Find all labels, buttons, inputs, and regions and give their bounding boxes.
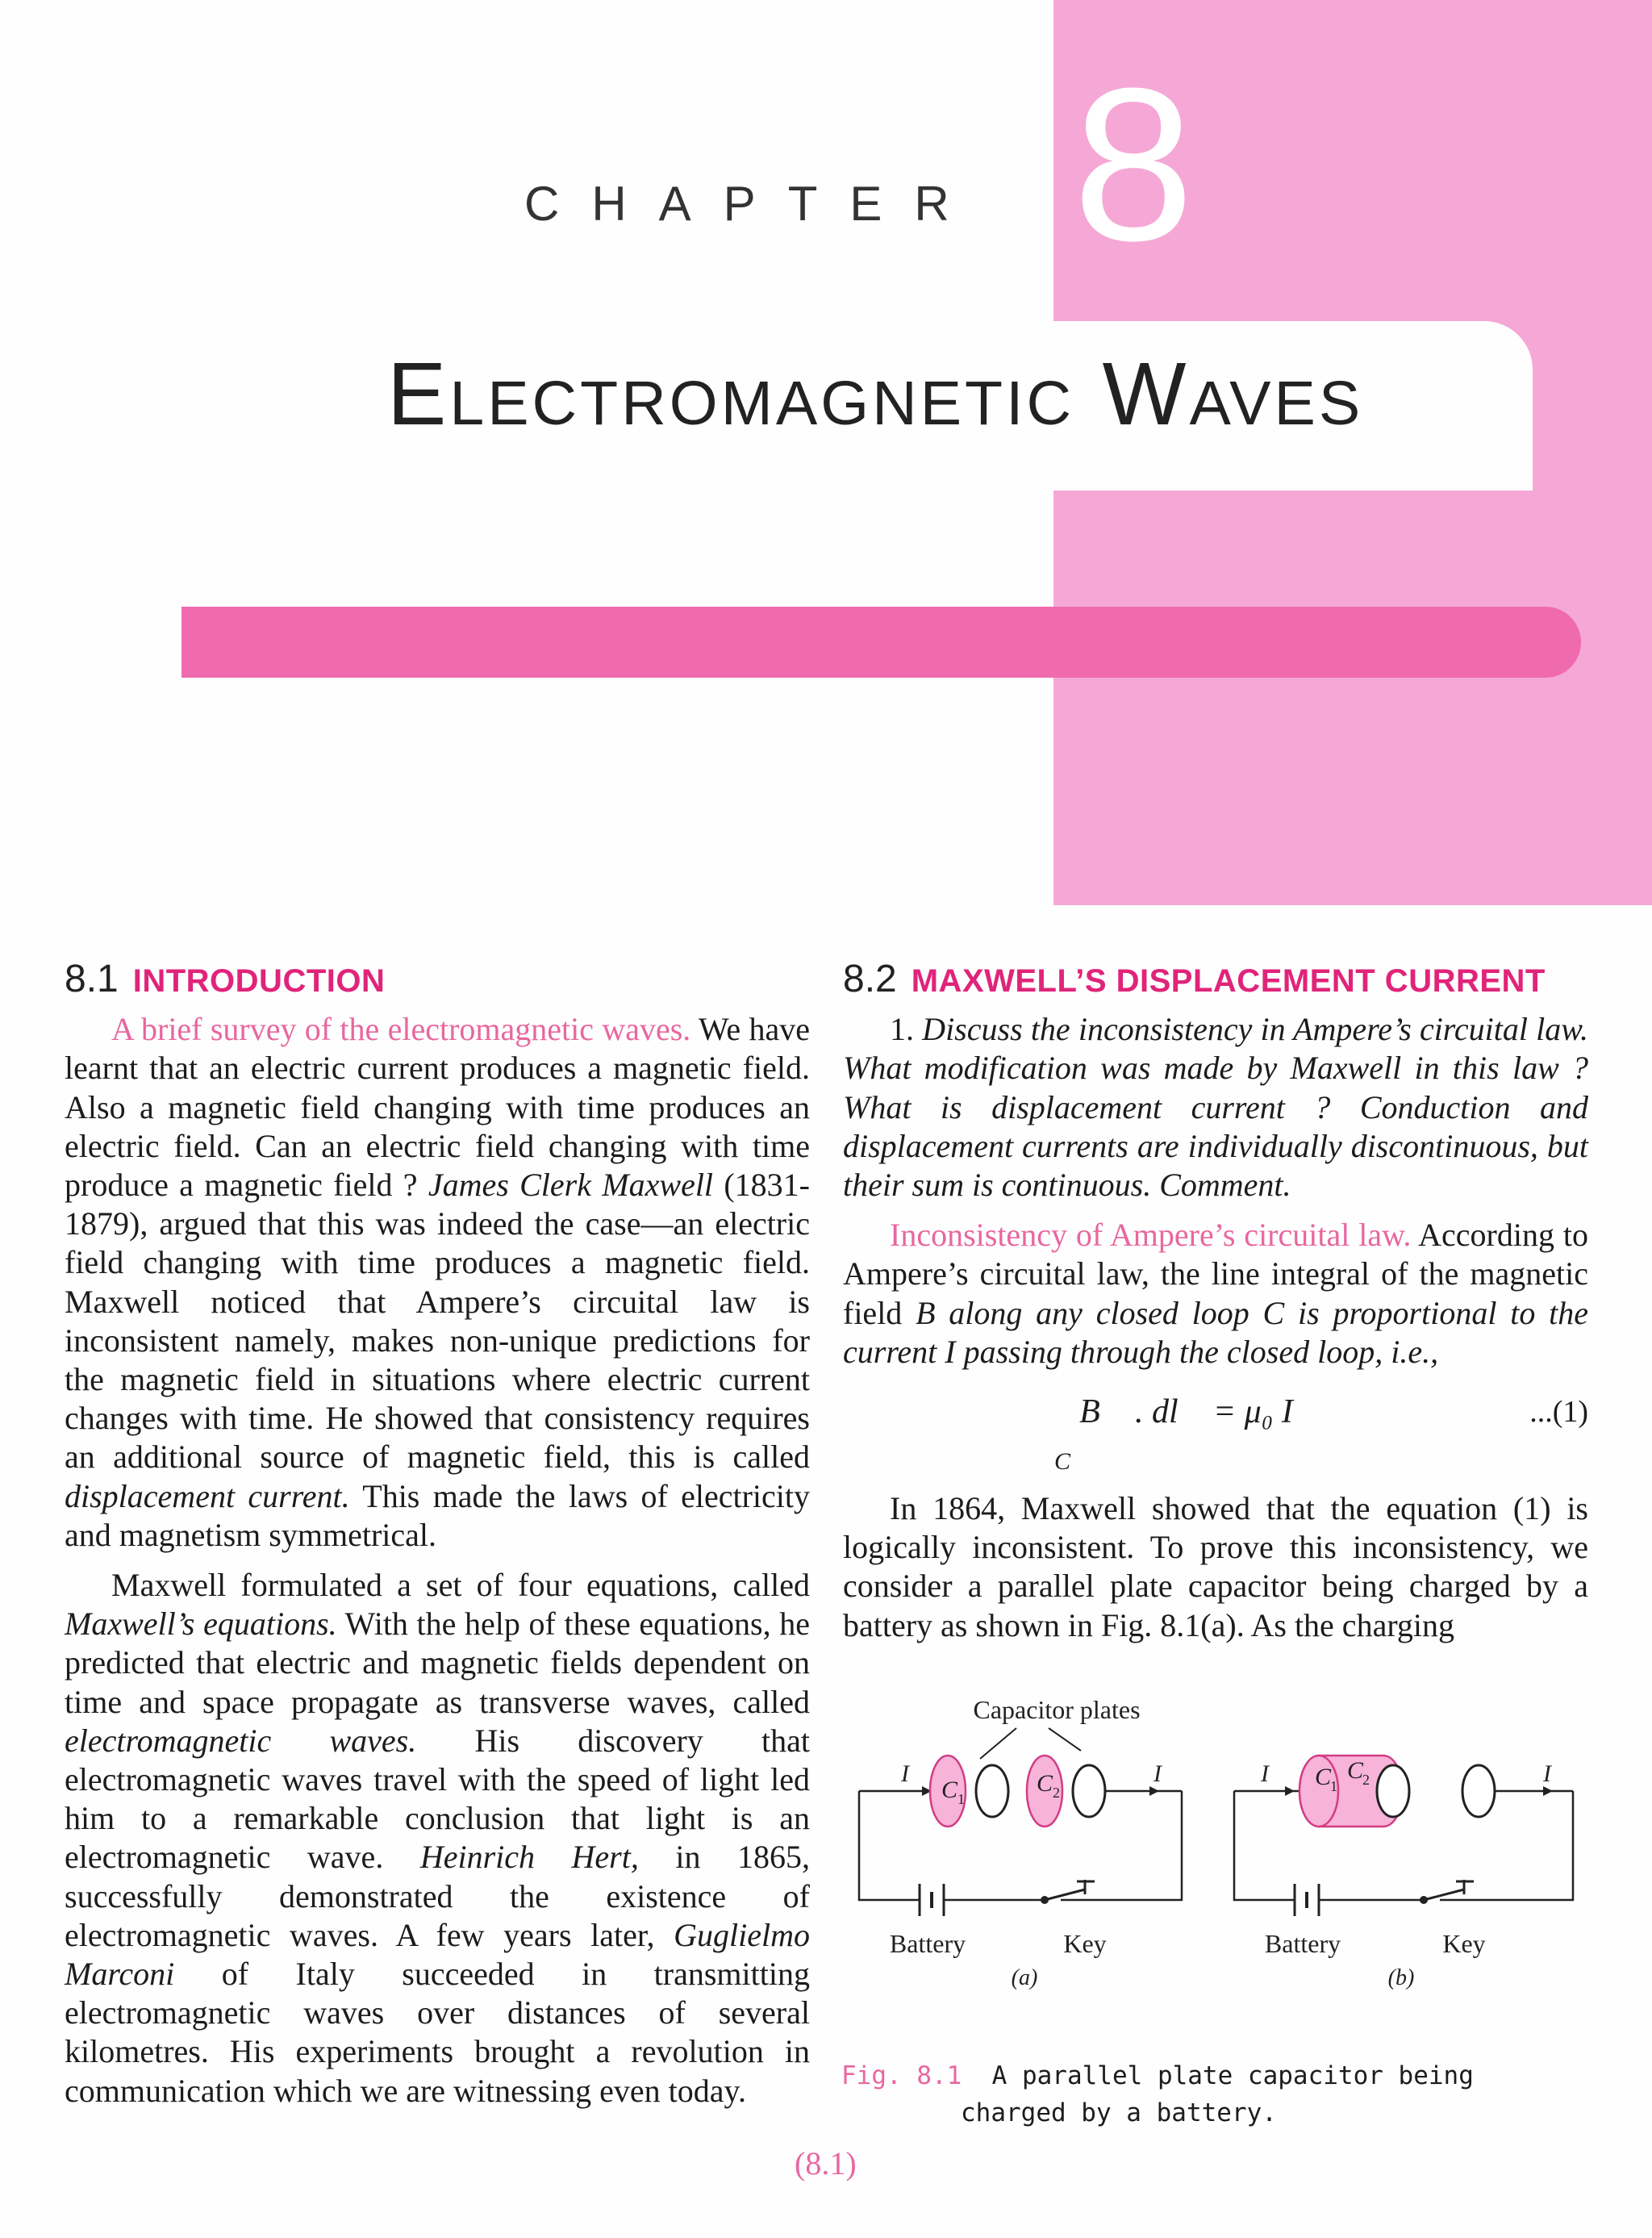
battery-label: Battery (889, 1929, 966, 1958)
current-label: I (901, 1760, 909, 1787)
figure-caption (841, 2057, 1474, 2132)
section-title: INTRODUCTION (132, 963, 386, 999)
ampere-paragraph: Inconsistency of Ampere’s circuital law. According to Ampere’s circuital law, the line integral of the magnetic field B along any closed loop C is proportional to the current I passing through the closed loop, i.e., (843, 1217, 1588, 1370)
capacitor-figure (843, 1694, 1593, 2033)
label-c2-sub: 2 (1362, 1772, 1370, 1788)
plates-pointer (1049, 1728, 1081, 1751)
circuit-wire (1440, 1791, 1573, 1900)
current-arrow (1285, 1786, 1295, 1796)
section-heading-displacement (843, 960, 1588, 1000)
maxwell-paragraph: In 1864, Maxwell showed that the equation (1) is logically inconsistent. To prove this inconsistency, we consider a parallel plate capacitor being charged by a battery as shown in Fig. 8.1(a). As the charging (843, 1490, 1588, 1643)
plate-a1-back (976, 1765, 1008, 1817)
chapter-title: Electromagnetic Waves (387, 344, 1364, 444)
caption-line-2: charged by a battery. (961, 2098, 1277, 2127)
equation-1 (843, 1384, 1588, 1481)
equation-number: ...(1) (1529, 1395, 1588, 1430)
plate-a2-back (1073, 1765, 1105, 1817)
current-arrow (1149, 1786, 1159, 1796)
intro-paragraph-1: A brief survey of the electromagnetic waves. We have learnt that an electric current produces a magnetic field. Also a magnetic field changing with time produces an electric field. Can an electric field changing with time produce a magnetic field ? James Clerk Maxwell (1831-1879), argued that this was indeed the case—an electric field changing with time produces a magnetic field. Maxwell noticed that Ampere’s circuital law is inconsistent namely, makes non-unique predictions for the magnetic field in situations where electric current changes with time. He showed that consistency requires an additional source of magnetic field, this is called displacement current. This made the laws of electricity and magnetism symmetrical. (65, 1011, 811, 1553)
label-c1-sub: 1 (1330, 1778, 1337, 1794)
caption-line-1: A parallel plate capacitor being (991, 2061, 1474, 2090)
label-c2: C (1037, 1770, 1053, 1797)
right-column (843, 960, 1588, 1645)
section-title: MAXWELL’S DISPLACEMENT CURRENT (911, 963, 1546, 999)
equation-subscript: C (1054, 1448, 1071, 1476)
intro-paragraph-2: Maxwell formulated a set of four equations, called Maxwell’s equations. With the help of these equations, he predicted that electric and magnetic fields dependent on time and space propagate as transverse waves, called electromagnetic waves. His discovery that electromagnetic waves travel with the speed of light led him to a remarkable conclusion that light is an electromagnetic wave. Heinrich Hert, in 1865, successfully demonstrated the existence of electromagnetic waves. A few years later, Guglielmo Marconi of Italy succeeded in transmitting electromagnetic waves over distances of several kilometres. His experiments brought a revolution in communication which we are witnessing even today. (65, 1567, 810, 2109)
question-paragraph: 1. Discuss the inconsistency in Ampere’s circuital law. What modification was made by Maxwell in this law ? What is displacement current ? Conduction and displacement currents are individually discontinuous, but their sum is continuous. Comment. (843, 1011, 1588, 1204)
current-label: I (1261, 1760, 1269, 1787)
plates-label: Capacitor plates (973, 1695, 1141, 1724)
current-label: I (1153, 1760, 1162, 1787)
subfig-label-a: (a) (1011, 1965, 1038, 1990)
chapter-number: 8 (1073, 44, 1195, 286)
plate-b2 (1462, 1765, 1495, 1817)
subfig-label-b: (b) (1387, 1965, 1415, 1990)
key-icon (1045, 1889, 1085, 1900)
plates-pointer (980, 1728, 1016, 1759)
key-label: Key (1442, 1929, 1486, 1958)
label-c1: C (941, 1777, 958, 1803)
battery-label: Battery (1264, 1929, 1341, 1958)
current-label: I (1543, 1760, 1551, 1787)
page-number: (8.1) (795, 2145, 857, 2182)
section-number: 8.2 (843, 958, 897, 1000)
plate-b1-back (1377, 1765, 1409, 1817)
key-icon (1424, 1889, 1464, 1900)
circuit-wire (859, 1791, 920, 1900)
current-arrow (1543, 1786, 1553, 1796)
key-label: Key (1063, 1929, 1107, 1958)
figure-label: Fig. 8.1 (841, 2061, 962, 2090)
section-heading-intro (65, 960, 810, 1000)
decorative-bar (181, 607, 1581, 678)
chapter-word: CHAPTER (524, 177, 982, 231)
label-c1: C (1315, 1764, 1332, 1790)
label-c1-sub: 1 (957, 1791, 965, 1807)
section-number: 8.1 (65, 958, 119, 1000)
left-column (65, 960, 810, 2111)
label-c2-sub: 2 (1053, 1785, 1060, 1801)
label-c2: C (1347, 1757, 1364, 1784)
circuit-wire (1234, 1791, 1295, 1900)
equation-body: ∮ B⃗ . dl⃗ = μ₀ I (1045, 1393, 1293, 1431)
